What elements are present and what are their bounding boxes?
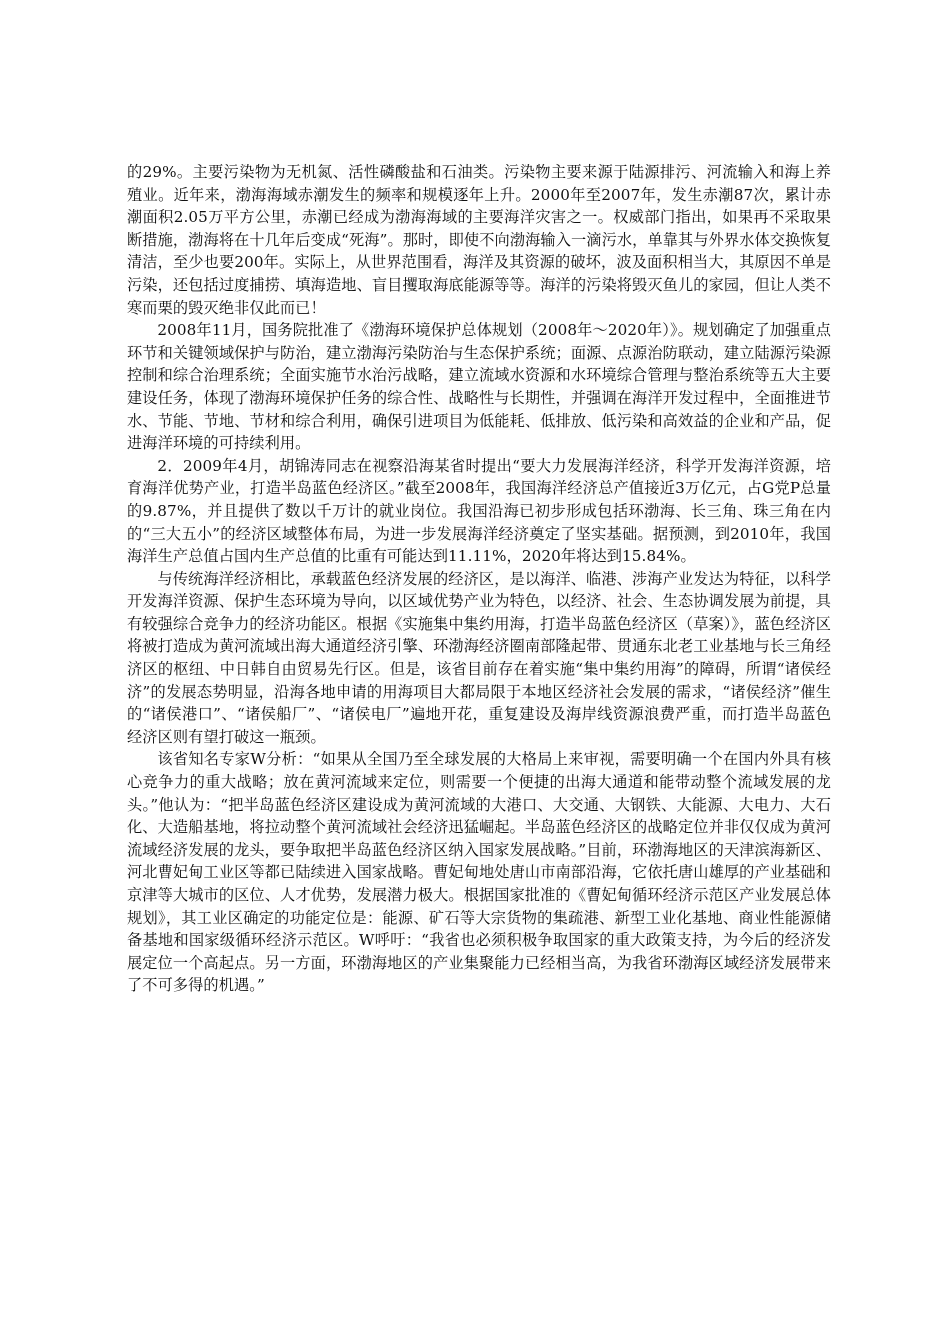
paragraph-marine-economy: 2．2009年4月，胡锦涛同志在视察沿海某省时提出“要大力发展海洋经济，科学开发海洋资源，培育海洋优势产业，打造半岛蓝色经济区。”截至2008年，我国海洋经济总产值接近3万亿元，占G党P总量的9.87%，并且提供了数以千万计的就业岗位。我国沿海已初步形成包括环渤海、长三角、珠三角在内的“三大五小”的经济区域整体布局，为进一步发展海洋经济奠定了坚实基础。据预测，到2010年，我国海洋生产总值占国内生产总值的比重有可能达到11.11%，2020年将达到15.84%。	[127, 456, 831, 566]
document-body	[127, 161, 831, 997]
paragraph-pollution: 的29%。主要污染物为无机氮、活性磷酸盐和石油类。污染物主要来源于陆源排污、河流输入和海上养殖业。近年来，渤海海域赤潮发生的频率和规模逐年上升。2000年至2007年，发生赤潮87次，累计赤潮面积2.05万平方公里，赤潮已经成为渤海海域的主要海洋灾害之一。权威部门指出，如果再不采取果断措施，渤海将在十几年后变成“死海”。那时，即使不向渤海输入一滴污水，单靠其与外界水体交换恢复清洁，至少也要200年。实际上，从世界范围看，海洋及其资源的破坏，波及面积相当大，其原因不单是污染，还包括过度捕捞、填海造地、盲目攫取海底能源等等。海洋的污染将毁灭鱼儿的家园，但让人类不寒而栗的毁灭绝非仅此而已！	[127, 163, 831, 317]
paragraph-blue-economic-zone: 与传统海洋经济相比，承载蓝色经济发展的经济区，是以海洋、临港、涉海产业发达为特征，以科学开发海洋资源、保护生态环境为导向，以区域优势产业为特色，以经济、社会、生态协调发展为前提，具有较强综合竞争力的经济功能区。根据《实施集中集约用海，打造半岛蓝色经济区（草案）》，蓝色经济区将被打造成为黄河流域出海大通道经济引擎、环渤海经济圈南部隆起带、贯通东北老工业基地与长三角经济区的枢纽、中日韩自由贸易先行区。但是，该省目前存在着实施“集中集约用海”的障碍，所谓“诸侯经济”的发展态势明显，沿海各地申请的用海项目大都局限于本地区经济社会发展的需求，“诸侯经济”催生的“诸侯港口”、“诸侯船厂”、“诸侯电厂”遍地开花，重复建设及海岸线资源浪费严重，而打造半岛蓝色经济区则有望打破这一瓶颈。	[127, 569, 831, 746]
paragraph-bohai-plan: 2008年11月，国务院批准了《渤海环境保护总体规划（2008年～2020年）》。规划确定了加强重点环节和关键领域保护与防治，建立渤海污染防治与生态保护系统；面源、点源治防联动，建立陆源污染源控制和综合治理系统；全面实施节水治污战略，建立流域水资源和水环境综合管理与整治系统等五大主要建设任务，体现了渤海环境保护任务的综合性、战略性与长期性，并强调在海洋开发过程中，全面推进节水、节能、节地、节材和综合利用，确保引进项目为低能耗、低排放、低污染和高效益的企业和产品，促进海洋环境的可持续利用。	[127, 321, 831, 453]
paragraph-expert-analysis: 该省知名专家W分析：“如果从全国乃至全球发展的大格局上来审视，需要明确一个在国内外具有核心竞争力的重大战略；放在黄河流域来定位，则需要一个便捷的出海大通道和能带动整个流域发展的龙头。”他认为：“把半岛蓝色经济区建设成为黄河流域的大港口、大交通、大钢铁、大能源、大电力、大石化、大造船基地，将拉动整个黄河流域社会经济迅猛崛起。半岛蓝色经济区的战略定位并非仅仅成为黄河流域经济发展的龙头，要争取把半岛蓝色经济区纳入国家发展战略。”目前，环渤海地区的天津滨海新区、河北曹妃甸工业区等都已陆续进入国家战略。曹妃甸地处唐山市南部沿海，它依托唐山雄厚的产业基础和京津等大城市的区位、人才优势，发展潜力极大。根据国家批准的《曹妃甸循环经济示范区产业发展总体规划》，其工业区确定的功能定位是：能源、矿石等大宗货物的集疏港、新型工业化基地、商业性能源储备基地和国家级循环经济示范区。W呼吁：“我省也必须积极争取国家的重大政策支持，为今后的经济发展定位一个高起点。另一方面，环渤海地区的产业集聚能力已经相当高，为我省环渤海区域经济发展带来了不可多得的机遇。”	[127, 750, 831, 995]
